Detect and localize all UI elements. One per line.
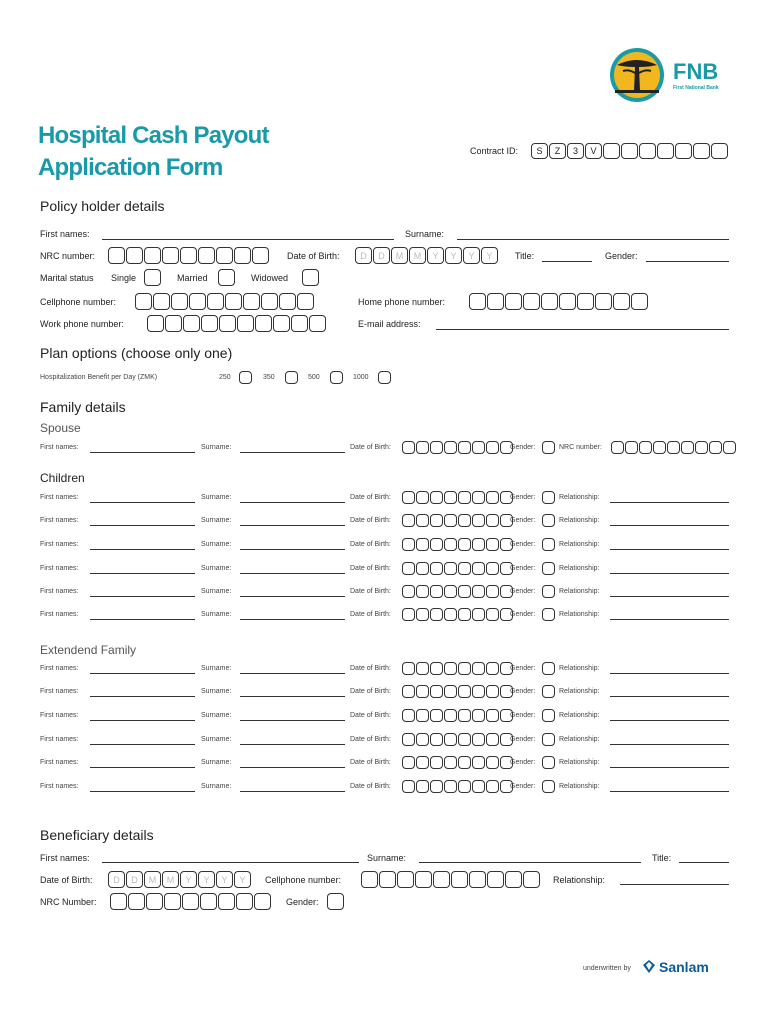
ph-title-field[interactable] (542, 261, 592, 262)
ben-title-label: Title: (652, 853, 672, 863)
contract-id-box[interactable] (603, 143, 620, 159)
contract-id-box[interactable] (657, 143, 674, 159)
family-gender-checkbox[interactable] (542, 733, 555, 746)
family-first-names-field[interactable] (90, 596, 195, 597)
contract-id-box[interactable] (675, 143, 692, 159)
family-surname-label: Surname: (201, 444, 232, 451)
family-relationship-label: Relationship: (559, 665, 600, 672)
spouse-heading: Spouse (40, 421, 81, 435)
plan-option-250-checkbox[interactable] (239, 371, 252, 384)
contract-id-box[interactable]: Z (549, 143, 566, 159)
fnb-subtitle: First National Bank (673, 85, 719, 91)
family-surname-label: Surname: (201, 783, 232, 790)
family-first-names-label: First names: (40, 759, 79, 766)
family-dob-label: Date of Birth: (350, 688, 391, 695)
ph-cell-label: Cellphone number: (40, 297, 117, 307)
plan-option-label: 250 (219, 374, 231, 381)
family-surname-field[interactable] (240, 673, 345, 674)
ph-home-boxes[interactable] (469, 293, 648, 310)
plan-option-label: 350 (263, 374, 275, 381)
family-first-names-field[interactable] (90, 696, 195, 697)
family-relationship-field[interactable] (610, 744, 729, 745)
beneficiary-heading: Beneficiary details (40, 827, 154, 843)
ph-marital-label: Marital status (40, 273, 94, 283)
family-first-names-label: First names: (40, 494, 79, 501)
ben-gender-checkbox[interactable] (327, 893, 344, 910)
family-relationship-field[interactable] (610, 791, 729, 792)
family-relationship-label: Relationship: (559, 588, 600, 595)
spouse-nrc-label: NRC number: (559, 444, 602, 451)
family-relationship-field[interactable] (610, 573, 729, 574)
ph-cell-boxes[interactable] (135, 293, 314, 310)
ph-single-label: Single (111, 273, 137, 283)
fnb-tree-logo-icon (609, 47, 667, 103)
contract-id-box[interactable]: 3 (567, 143, 584, 159)
family-surname-field[interactable] (240, 573, 345, 574)
family-dob-boxes[interactable] (402, 709, 513, 722)
family-surname-label: Surname: (201, 494, 232, 501)
family-relationship-field[interactable] (610, 767, 729, 768)
contract-id-box[interactable]: S (531, 143, 548, 159)
family-surname-field[interactable] (240, 619, 345, 620)
family-relationship-field[interactable] (610, 696, 729, 697)
family-dob-label: Date of Birth: (350, 541, 391, 548)
ph-first-names-label: First names: (40, 229, 90, 239)
family-dob-label: Date of Birth: (350, 665, 391, 672)
family-first-names-field[interactable] (90, 502, 195, 503)
sanlam-logo-icon (642, 959, 656, 974)
contract-id-box[interactable]: V (585, 143, 602, 159)
fnb-logo (609, 47, 733, 103)
spouse-nrc-boxes[interactable] (611, 441, 736, 454)
family-relationship-label: Relationship: (559, 688, 600, 695)
ph-surname-field[interactable] (457, 239, 729, 240)
ben-relationship-field[interactable] (620, 884, 729, 885)
plan-option-350-checkbox[interactable] (285, 371, 298, 384)
family-first-names-field[interactable] (90, 525, 195, 526)
family-gender-label: Gender: (510, 611, 536, 618)
ben-relationship-label: Relationship: (553, 875, 606, 885)
family-gender-checkbox[interactable] (542, 662, 555, 675)
family-dob-boxes[interactable] (402, 562, 513, 575)
family-gender-checkbox[interactable] (542, 709, 555, 722)
family-gender-label: Gender: (510, 565, 536, 572)
family-surname-label: Surname: (201, 541, 232, 548)
family-first-names-field[interactable] (90, 744, 195, 745)
family-gender-checkbox[interactable] (542, 562, 555, 575)
family-gender-checkbox[interactable] (542, 538, 555, 551)
family-relationship-field[interactable] (610, 596, 729, 597)
plan-heading: Plan options (choose only one) (40, 345, 233, 361)
family-first-names-label: First names: (40, 588, 79, 595)
family-dob-boxes[interactable] (402, 780, 513, 793)
family-gender-label: Gender: (510, 736, 536, 743)
family-first-names-label: First names: (40, 541, 79, 548)
family-surname-label: Surname: (201, 665, 232, 672)
ph-widowed-checkbox[interactable] (302, 269, 319, 286)
ph-work-boxes[interactable] (147, 315, 326, 332)
ben-nrc-label: NRC Number: (40, 897, 97, 907)
contract-id-box[interactable] (639, 143, 656, 159)
family-first-names-label: First names: (40, 783, 79, 790)
family-surname-field[interactable] (240, 696, 345, 697)
family-relationship-label: Relationship: (559, 783, 600, 790)
family-gender-checkbox[interactable] (542, 756, 555, 769)
ph-first-names-field[interactable] (102, 239, 394, 240)
family-gender-checkbox[interactable] (542, 585, 555, 598)
family-gender-label: Gender: (510, 688, 536, 695)
family-relationship-field[interactable] (610, 673, 729, 674)
family-relationship-label: Relationship: (559, 611, 600, 618)
family-gender-label: Gender: (510, 517, 536, 524)
family-dob-boxes[interactable] (402, 685, 513, 698)
family-surname-label: Surname: (201, 517, 232, 524)
family-relationship-label: Relationship: (559, 712, 600, 719)
family-dob-label: Date of Birth: (350, 783, 391, 790)
family-first-names-label: First names: (40, 736, 79, 743)
underwritten-label: underwritten by (583, 965, 631, 972)
family-gender-label: Gender: (510, 759, 536, 766)
family-gender-label: Gender: (510, 712, 536, 719)
family-surname-label: Surname: (201, 759, 232, 766)
page-title-line1: Hospital Cash Payout (38, 122, 269, 149)
ph-email-label: E-mail address: (358, 319, 421, 329)
ben-dob-label: Date of Birth: (40, 875, 93, 885)
children-heading: Children (40, 471, 85, 485)
ben-first-names-field[interactable] (102, 862, 359, 863)
family-dob-label: Date of Birth: (350, 712, 391, 719)
ph-married-label: Married (177, 273, 208, 283)
family-relationship-label: Relationship: (559, 759, 600, 766)
ph-single-checkbox[interactable] (144, 269, 161, 286)
family-dob-label: Date of Birth: (350, 444, 391, 451)
family-first-names-field[interactable] (90, 619, 195, 620)
ph-surname-label: Surname: (405, 229, 445, 239)
contract-id-boxes (531, 143, 728, 159)
family-surname-label: Surname: (201, 736, 232, 743)
family-surname-field[interactable] (240, 549, 345, 550)
family-surname-label: Surname: (201, 565, 232, 572)
ph-email-field[interactable] (436, 329, 729, 330)
family-gender-label: Gender: (510, 494, 536, 501)
contract-id-box[interactable] (693, 143, 710, 159)
family-first-names-field[interactable] (90, 720, 195, 721)
family-gender-checkbox[interactable] (542, 780, 555, 793)
policy-holder-heading: Policy holder details (40, 198, 165, 214)
family-surname-field[interactable] (240, 767, 345, 768)
family-dob-boxes[interactable] (402, 608, 513, 621)
ph-dob-label: Date of Birth: (287, 251, 340, 261)
family-surname-field[interactable] (240, 502, 345, 503)
family-gender-checkbox[interactable] (542, 608, 555, 621)
plan-option-1000-checkbox[interactable] (378, 371, 391, 384)
family-gender-label: Gender: (510, 665, 536, 672)
family-surname-label: Surname: (201, 611, 232, 618)
ph-gender-field[interactable] (646, 261, 729, 262)
ben-title-field[interactable] (679, 862, 729, 863)
ph-home-label: Home phone number: (358, 297, 446, 307)
family-surname-field[interactable] (240, 452, 345, 453)
family-gender-checkbox[interactable] (542, 685, 555, 698)
plan-option-500-checkbox[interactable] (330, 371, 343, 384)
family-dob-boxes[interactable] (402, 662, 513, 675)
family-relationship-field[interactable] (610, 549, 729, 550)
family-first-names-label: First names: (40, 444, 79, 451)
family-dob-boxes[interactable] (402, 514, 513, 527)
extended-family-heading: Extendend Family (40, 643, 137, 657)
plan-benefit-label: Hospitalization Benefit per Day (ZMK) (40, 374, 158, 381)
ph-dob-boxes[interactable]: D D M M Y Y Y Y (355, 247, 498, 264)
family-gender-label: Gender: (510, 783, 536, 790)
family-first-names-field[interactable] (90, 549, 195, 550)
family-surname-label: Surname: (201, 688, 232, 695)
family-relationship-field[interactable] (610, 525, 729, 526)
ph-gender-label: Gender: (605, 251, 638, 261)
family-gender-label: Gender: (510, 541, 536, 548)
family-dob-label: Date of Birth: (350, 611, 391, 618)
plan-option-label: 500 (308, 374, 320, 381)
family-relationship-field[interactable] (610, 619, 729, 620)
family-dob-boxes[interactable] (402, 441, 513, 454)
ph-nrc-label: NRC number: (40, 251, 96, 261)
family-first-names-label: First names: (40, 565, 79, 572)
family-first-names-label: First names: (40, 611, 79, 618)
ben-cell-label: Cellphone number: (265, 875, 342, 885)
page-title-line2: Application Form (38, 154, 223, 181)
family-dob-label: Date of Birth: (350, 588, 391, 595)
ph-widowed-label: Widowed (251, 273, 289, 283)
family-surname-field[interactable] (240, 791, 345, 792)
family-surname-field[interactable] (240, 525, 345, 526)
family-relationship-label: Relationship: (559, 565, 600, 572)
family-relationship-label: Relationship: (559, 736, 600, 743)
family-surname-field[interactable] (240, 596, 345, 597)
family-dob-label: Date of Birth: (350, 494, 391, 501)
family-relationship-label: Relationship: (559, 541, 600, 548)
family-relationship-label: Relationship: (559, 517, 600, 524)
family-dob-boxes[interactable] (402, 585, 513, 598)
plan-option-label: 1000 (353, 374, 369, 381)
contract-id-label: Contract ID: (470, 146, 519, 156)
family-gender-checkbox[interactable] (542, 441, 555, 454)
family-surname-label: Surname: (201, 588, 232, 595)
family-dob-label: Date of Birth: (350, 759, 391, 766)
family-first-names-field[interactable] (90, 452, 195, 453)
family-first-names-label: First names: (40, 665, 79, 672)
fnb-wordmark: FNB (673, 59, 719, 84)
ben-dob-boxes[interactable]: D D M M Y Y Y Y (108, 871, 251, 888)
ben-cell-boxes[interactable] (361, 871, 540, 888)
family-first-names-label: First names: (40, 712, 79, 719)
family-surname-field[interactable] (240, 744, 345, 745)
family-gender-label: Gender: (510, 444, 536, 451)
family-heading: Family details (40, 399, 126, 415)
ben-first-names-label: First names: (40, 853, 90, 863)
ph-work-label: Work phone number: (40, 319, 124, 329)
contract-id-box[interactable] (621, 143, 638, 159)
ph-title-label: Title: (515, 251, 535, 261)
ben-surname-label: Surname: (367, 853, 407, 863)
ben-nrc-boxes[interactable] (110, 893, 271, 910)
family-first-names-label: First names: (40, 688, 79, 695)
family-gender-checkbox[interactable] (542, 514, 555, 527)
ph-married-checkbox[interactable] (218, 269, 235, 286)
family-first-names-field[interactable] (90, 791, 195, 792)
family-gender-label: Gender: (510, 588, 536, 595)
family-dob-boxes[interactable] (402, 538, 513, 551)
family-gender-checkbox[interactable] (542, 491, 555, 504)
family-first-names-field[interactable] (90, 767, 195, 768)
family-first-names-label: First names: (40, 517, 79, 524)
family-dob-boxes[interactable] (402, 756, 513, 769)
family-dob-boxes[interactable] (402, 491, 513, 504)
family-first-names-field[interactable] (90, 573, 195, 574)
family-dob-label: Date of Birth: (350, 736, 391, 743)
family-relationship-field[interactable] (610, 720, 729, 721)
family-dob-boxes[interactable] (402, 733, 513, 746)
sanlam-wordmark: Sanlam (659, 959, 709, 975)
ph-nrc-boxes[interactable] (108, 247, 269, 264)
family-surname-field[interactable] (240, 720, 345, 721)
family-surname-label: Surname: (201, 712, 232, 719)
family-dob-label: Date of Birth: (350, 565, 391, 572)
ben-gender-label: Gender: (286, 897, 319, 907)
contract-id-box[interactable] (711, 143, 728, 159)
family-dob-label: Date of Birth: (350, 517, 391, 524)
family-relationship-label: Relationship: (559, 494, 600, 501)
family-relationship-field[interactable] (610, 502, 729, 503)
ben-surname-field[interactable] (419, 862, 641, 863)
family-first-names-field[interactable] (90, 673, 195, 674)
